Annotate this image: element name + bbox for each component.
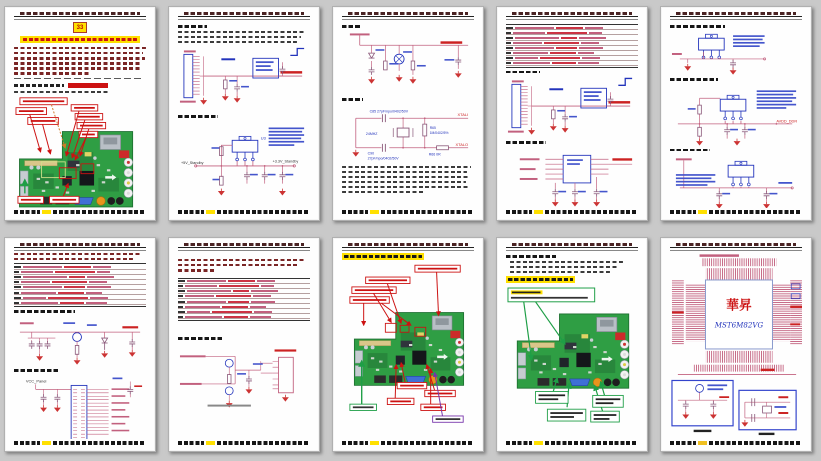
text-line	[14, 52, 143, 54]
v5-standby-label: +5V_Standby	[180, 161, 204, 166]
schematic-power-input	[178, 46, 310, 112]
schematic-panel-power	[14, 316, 146, 366]
signal-row	[506, 31, 638, 35]
page-3-content	[342, 22, 474, 208]
text-line	[178, 264, 299, 266]
page-number-badge: 33	[73, 22, 87, 33]
page-5-thumbnail[interactable]	[660, 6, 812, 221]
page-header	[506, 12, 638, 20]
signal-row	[14, 296, 146, 300]
text-line	[14, 253, 141, 255]
callout-box-green	[350, 404, 377, 410]
page-3-thumbnail[interactable]	[332, 6, 484, 221]
section-heading	[506, 71, 540, 74]
regulator	[728, 162, 754, 187]
signal-table	[178, 278, 310, 322]
section-heading	[670, 25, 725, 28]
page-1-thumbnail[interactable]	[4, 6, 156, 221]
signal-row	[506, 62, 638, 66]
schematic-standby-regulator	[178, 121, 310, 201]
signal-row	[506, 46, 638, 50]
paragraph	[178, 31, 310, 44]
caption	[694, 430, 712, 432]
text-line	[14, 47, 146, 49]
page-7-content	[178, 253, 310, 439]
page-footer	[14, 441, 146, 445]
signal-row	[178, 280, 310, 284]
page-footer	[506, 210, 638, 214]
paragraph	[14, 47, 146, 75]
signal-row	[506, 36, 638, 40]
paragraph	[342, 166, 474, 194]
pcb-photo-annotated	[506, 286, 638, 426]
xtali-label: XTALI	[457, 111, 469, 117]
boxed-schematic-1	[672, 380, 733, 432]
schematic-power-input	[506, 76, 638, 138]
page-header	[670, 12, 802, 20]
callout-boxes-green	[536, 391, 624, 422]
page-10-thumbnail[interactable]	[660, 237, 812, 452]
page-7-thumbnail[interactable]	[168, 237, 320, 452]
footer-highlight	[698, 210, 707, 215]
page-header	[506, 243, 638, 251]
r65-value: 1M/0402/5%	[429, 130, 449, 135]
page-9-thumbnail[interactable]	[496, 237, 648, 452]
page-1-content	[14, 22, 146, 208]
section-heading	[342, 25, 360, 28]
schematic-av-output	[178, 343, 310, 413]
schematic-dcdc	[506, 147, 638, 207]
schematic-main-ic	[670, 253, 802, 439]
section-heading	[178, 115, 218, 118]
signal-row	[506, 41, 638, 45]
signal-row	[14, 281, 146, 285]
text-line	[14, 67, 141, 69]
signal-row	[14, 301, 146, 305]
text-line	[342, 166, 471, 168]
page-2-thumbnail[interactable]	[168, 6, 320, 221]
schematic-regulator-a	[670, 31, 802, 75]
c85-label: C85 27pF/npo/0402/50V	[369, 108, 409, 113]
page-header	[670, 243, 802, 251]
page-footer	[178, 441, 310, 445]
signal-row	[14, 271, 146, 275]
footer-highlight	[42, 441, 51, 446]
page-footer	[506, 441, 638, 445]
info-box-green	[508, 288, 595, 302]
xtalo-label: XTALO	[455, 141, 469, 147]
page-6-content	[14, 253, 146, 439]
list-heading	[506, 255, 556, 258]
text-line	[342, 186, 469, 188]
text-line	[14, 62, 142, 64]
text-line	[510, 266, 618, 268]
text-line	[14, 91, 109, 93]
signal-row	[178, 295, 310, 299]
numbered-list	[506, 261, 638, 274]
page-header	[178, 12, 310, 20]
signal-row	[14, 286, 146, 290]
page-8-thumbnail[interactable]	[332, 237, 484, 452]
signal-row	[506, 26, 638, 30]
page-header	[342, 243, 474, 251]
signal-row	[178, 305, 310, 309]
page-footer	[178, 210, 310, 214]
text-line	[178, 259, 305, 261]
spec-text-block	[269, 128, 304, 146]
page-header	[14, 12, 146, 20]
text-line	[178, 41, 297, 43]
page-5-content	[670, 22, 802, 208]
signal-row	[14, 276, 146, 280]
text-line	[14, 258, 133, 260]
page-footer	[670, 441, 802, 445]
crystal-freq-label: 24MHZ	[365, 131, 378, 136]
highlighted-title	[20, 36, 140, 43]
footer-highlight	[698, 441, 707, 446]
section-heading	[670, 78, 718, 81]
page-header	[178, 243, 310, 251]
text-line	[178, 36, 301, 38]
page-10-content	[670, 253, 802, 439]
text-line	[178, 31, 306, 33]
page-6-thumbnail[interactable]	[4, 237, 156, 452]
signal-row	[178, 310, 310, 314]
section-heading	[342, 98, 363, 101]
page-header	[342, 12, 474, 20]
footer-highlight	[534, 210, 543, 215]
signal-row	[14, 291, 146, 295]
schematic-regulator-avdd-ddr	[670, 84, 802, 146]
signal-row	[178, 300, 310, 304]
paragraph	[178, 259, 310, 272]
footer-highlight	[370, 441, 379, 446]
schematic-crystal	[342, 104, 474, 162]
footer-highlight	[42, 210, 51, 215]
yellow-section-heading	[506, 276, 575, 283]
callout-box-purple	[433, 416, 464, 422]
avdd-ddr-label: AVDD_DDR	[776, 118, 798, 123]
footer-highlight	[206, 210, 215, 215]
paragraph	[14, 91, 146, 93]
ic-part-number: MST6M82VG	[714, 320, 764, 330]
c90-value: 27pF/npo/0402/50V	[367, 156, 399, 161]
signal-row	[178, 285, 310, 289]
pcb-board	[517, 314, 628, 388]
ic-vendor-logo: 華昇	[726, 298, 752, 314]
signal-row	[178, 315, 310, 319]
text-line	[14, 72, 91, 74]
c90-refdes: C90	[367, 151, 375, 156]
signal-row	[506, 56, 638, 60]
schematic-power-switch	[342, 31, 474, 95]
signal-table	[14, 263, 146, 307]
section-heading	[14, 369, 59, 372]
text-line	[342, 181, 466, 183]
signal-row	[506, 51, 638, 55]
page-footer	[14, 210, 146, 214]
section-heading	[178, 337, 223, 340]
u3-refdes: U3	[260, 135, 266, 141]
text-line	[14, 57, 145, 59]
text-line	[510, 261, 623, 263]
caption	[759, 433, 775, 435]
page-footer	[670, 210, 802, 214]
footer-highlight	[534, 441, 543, 446]
r66-label: R66 0R	[428, 152, 441, 157]
highlighted-note-line	[14, 83, 146, 88]
page-9-content	[506, 253, 638, 439]
section-heading	[14, 310, 75, 313]
r65-refdes: R65	[429, 125, 436, 130]
pcb-photo-annotated	[342, 263, 474, 431]
red-highlight	[68, 83, 108, 88]
page-4-content	[506, 22, 638, 208]
text-line	[178, 269, 215, 271]
text-line	[342, 191, 424, 193]
yellow-section-heading	[342, 253, 424, 260]
footer-highlight	[206, 441, 215, 446]
text-line	[342, 171, 467, 173]
v33-standby-label: +3.3V_Standby	[272, 159, 299, 164]
page-header	[14, 243, 146, 251]
page-8-content	[342, 253, 474, 439]
text-line	[342, 176, 470, 178]
schematic-regulator-c	[670, 154, 802, 208]
regulator	[720, 95, 746, 120]
regulator-u3	[232, 137, 258, 162]
vcc-panel-label: VCC_Panel	[25, 378, 47, 384]
signal-table	[506, 24, 638, 68]
page-2-content	[178, 22, 310, 208]
text-line	[510, 271, 610, 273]
section-heading	[670, 149, 710, 152]
boxed-schematic-2	[739, 390, 796, 435]
pcb-photo-annotated	[14, 96, 146, 208]
main-ic-body	[705, 280, 772, 349]
section-heading	[506, 141, 546, 144]
page-4-thumbnail[interactable]	[496, 6, 648, 221]
footer-highlight	[370, 210, 379, 215]
signal-row	[178, 290, 310, 294]
paragraph	[14, 253, 146, 260]
regulator	[699, 34, 725, 59]
page-footer	[342, 441, 474, 445]
signal-row	[14, 265, 146, 269]
divider	[14, 78, 141, 80]
schematic-lvds-connector	[14, 375, 146, 439]
section-heading	[178, 25, 207, 28]
page-footer	[342, 210, 474, 214]
